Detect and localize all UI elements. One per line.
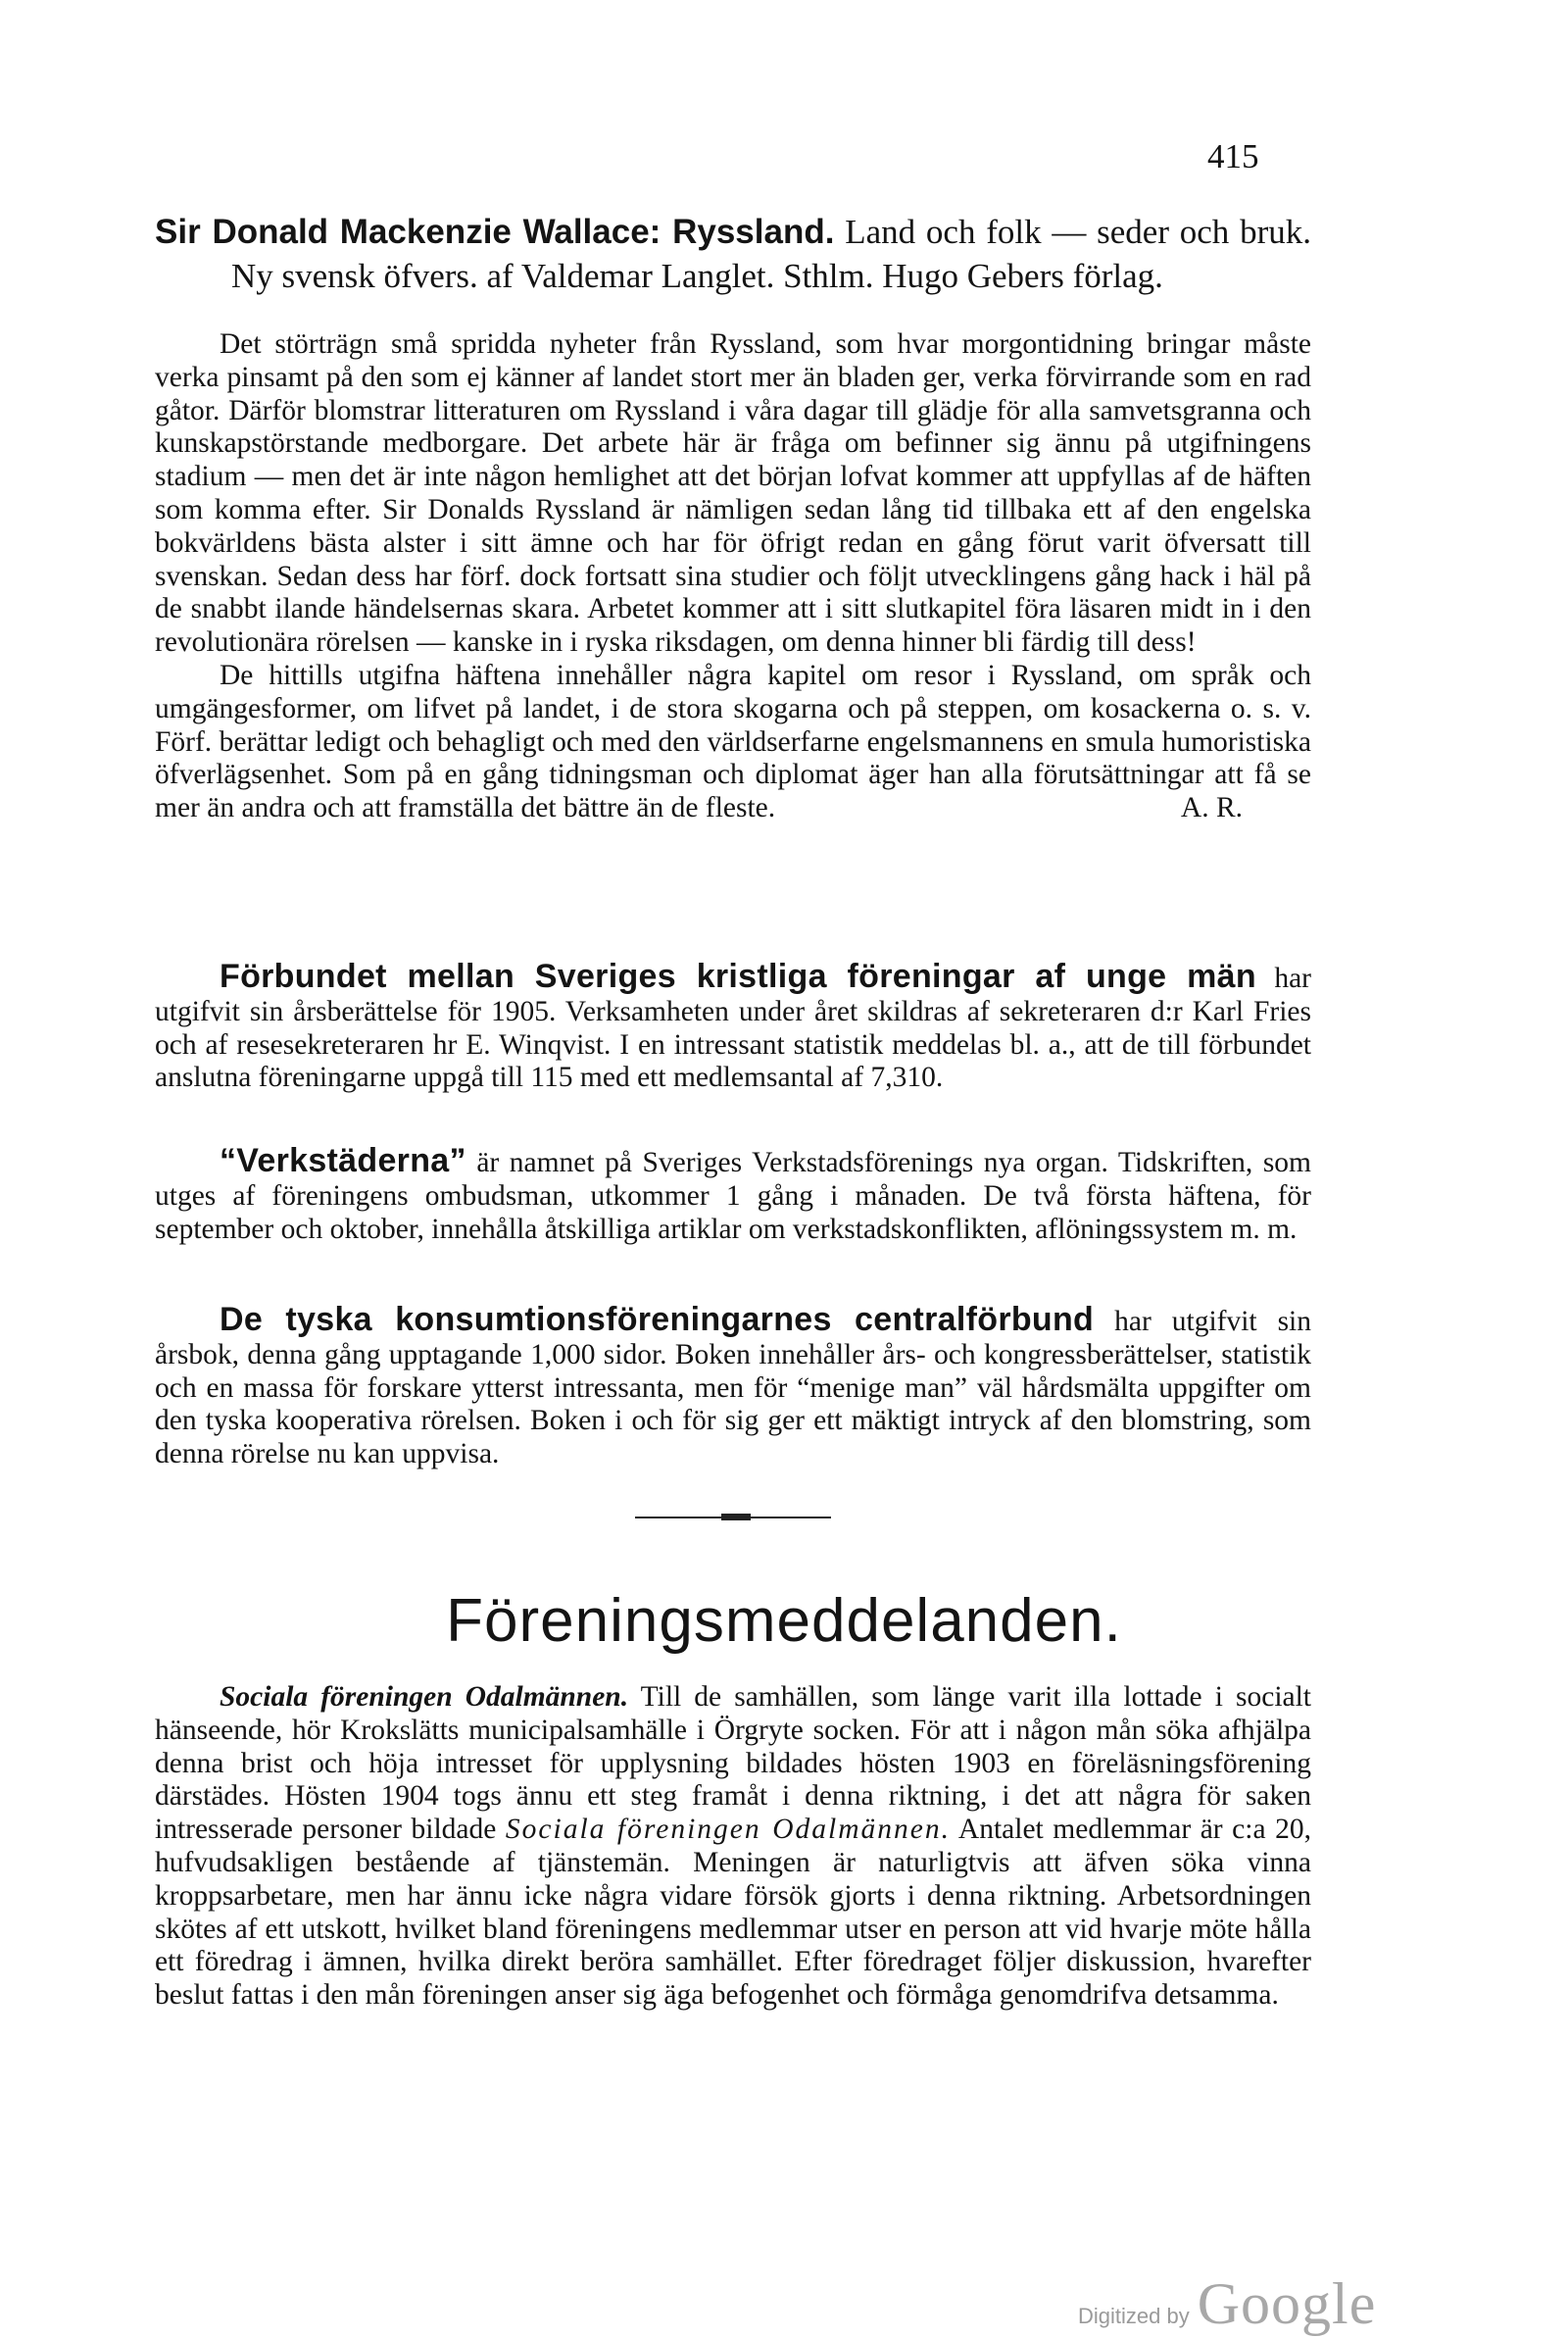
book-author-title: Sir Donald Mackenzie Wallace: Ryssland. xyxy=(155,213,835,251)
notice-text: har utgifvit sin årsberättelse för 1905. Verksamheten under året skildras af sekreteraren d:r Karl Fries och af resesekreteraren hr E. Winqvist. I en intressant statistik meddelas bl. a., att de till förbundet anslutna föreningarne uppgå till 115 med ett medlemsantal af 7,310. xyxy=(155,963,1312,1094)
book-review-body xyxy=(155,328,1311,825)
association-text-2: Antalet medlemmar är c:a 20, hufvudsakligen bestående af tjänstemän. Meningen är naturligtvis att äfven söka vinna kroppsarbetare, men har ännu icke några vidare försök gjorts i denna riktning. Arbetsordningen skötes af ett utskott, hvilket bland föreningens medlemmar utser en person att vid hvarje möte hålla ett föredrag i ämnen, hvilka direkt beröra samhället. Efter föredraget följer diskussion, hvarefter beslut fattas i den mån föreningen anser sig äga befogenhet och förmåga genomdrifva detsamma. xyxy=(155,1814,1311,2012)
notice-text: är namnet på Sveriges Verkstadsförenings nya organ. Tidskriften, som utges af föreningens ombudsman, utkommer 1 gång i månaden. De två första häftena, för september och oktober, innehålla åtskilliga artiklar om verkstadskonflikten, aflöningssystem m. m. xyxy=(155,1147,1311,1245)
review-paragraph-2-text: De hittills utgifna häftena innehåller några kapitel om resor i Ryssland, om språk och umgängesformer, om lifvet på landet, i de stora skogarna och på steppen, om kosackerna o. s. v. Förf. berättar ledigt och behagligt och med den världserfarne engelsmannens en smula humoristiska öfverlägsenhet. Som på en gång tidningsman och diplomat äger han alla förutsättningar att få se mer än andra och att framställa det bättre än de fleste. xyxy=(155,659,1311,824)
section-heading: Föreningsmeddelanden. xyxy=(446,1587,1122,1655)
association-text-1: Till de samhällen, som länge varit illa lottade i socialt hänseende, hör Krokslätts municipalsamhälle i Örgryte socken. För att i någon mån söka afhjälpa denna brist och höja intresset för upplysning bildades hösten 1903 en föreläsningsförening därstädes. Hösten 1904 togs ännu ett steg framåt i denna riktning, i det att några för saken intresserade personer bildade xyxy=(155,1681,1311,1846)
association-name: Sociala föreningen Odalmännen. xyxy=(505,1814,951,1846)
notice-union xyxy=(155,958,1312,1095)
notice-paragraph xyxy=(155,1301,1312,1471)
book-citation xyxy=(155,210,1311,298)
notice-paragraph xyxy=(155,958,1312,1095)
section-divider xyxy=(635,1516,831,1518)
book-review-header xyxy=(155,210,1311,298)
digitized-watermark xyxy=(1078,2270,1376,2338)
review-signature: A. R. xyxy=(1180,792,1243,824)
association-lead: Sociala föreningen Odalmännen. xyxy=(220,1681,629,1713)
page-number: 415 xyxy=(1207,137,1259,175)
book-details: Land och folk — seder och bruk. Ny svensk öfvers. af Valdemar Langlet. Sthlm. Hugo Gebers förlag. xyxy=(231,213,1311,295)
review-paragraph-2 xyxy=(155,660,1311,825)
google-logo: Google xyxy=(1197,2271,1377,2336)
divider-mark xyxy=(721,1514,751,1520)
watermark-prefix: Digitized by xyxy=(1078,2304,1190,2328)
notice-lead: Förbundet mellan Sveriges kristliga föreningar af unge män xyxy=(220,958,1256,995)
notice-lead: “Verkstäderna” xyxy=(220,1142,466,1179)
notice-verkstaderna xyxy=(155,1142,1311,1246)
notice-text: har utgifvit sin årsbok, denna gång upptagande 1,000 sidor. Boken innehåller års- och kongressberättelser, statistik och en massa för forskare ytterst intressanta, men för “menige man” väl hårdsmälta uppgifter om den tyska kooperativa rörelsen. Boken i och för sig ger ett mäktigt intryck af den blomstring, som denna rörelse nu kan uppvisa. xyxy=(155,1306,1312,1470)
notice-lead: De tyska konsumtionsföreningarnes centralförbund xyxy=(220,1301,1095,1338)
association-paragraph xyxy=(155,1681,1311,2013)
notice-paragraph xyxy=(155,1142,1311,1246)
review-paragraph-1: Det störträgn små spridda nyheter från Ryssland, som hvar morgontidning bringar måste verka pinsamt på den som ej känner af landet stort mer än bladen ger, verka förvirrande som en rad gåtor. Därför blomstrar litteraturen om Ryssland i våra dagar till glädje för alla samvetsgranna och kunskapstörstande medborgare. Det arbete här är fråga om befinner sig ännu på utgifningens stadium — men det är inte någon hemlighet att det början lofvat kommer att uppfyllas af de häften som komma efter. Sir Donalds Ryssland är nämligen sedan lång tid tillbaka ett af den engelska bokvärldens bästa alster i sitt ämne och har för öfrigt redan en gång förut varit öfversatt till svenskan. Sedan dess har förf. dock fortsatt sina studier och följt utvecklingens gång hack i häl på de snabbt ilande händelsernas skara. Arbetet kommer att i sitt slutkapitel föra läsaren midt in i den revolutionära rörelsen — kanske in i ryska riksdagen, om denna hinner bli färdig till dess! xyxy=(155,328,1311,659)
notice-konsumtion xyxy=(155,1301,1312,1471)
association-notice xyxy=(155,1681,1311,2013)
